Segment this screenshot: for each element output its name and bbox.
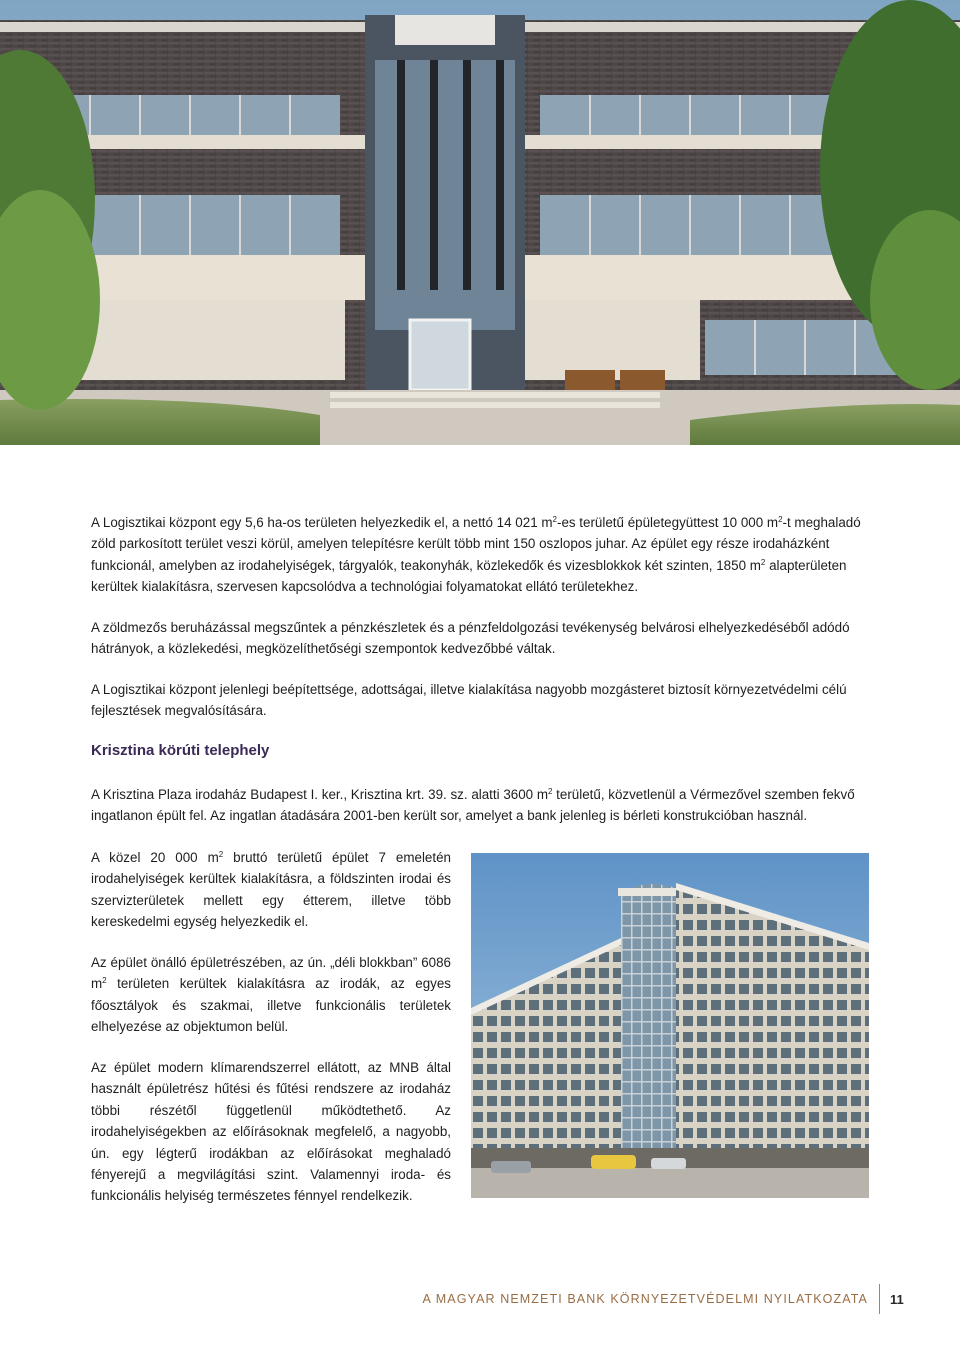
superscript: 2 xyxy=(218,850,224,859)
text-run: alapterületen kerültek kialakításra, szervesen kapcsolódva a technológiai folyamatokat ellátó területekhez. xyxy=(91,557,847,595)
text-run: A Krisztina Plaza irodaház Budapest I. ker., Krisztina krt. 39. sz. alatti 3600 m xyxy=(91,787,548,802)
footer-divider xyxy=(879,1284,880,1314)
superscript: 2 xyxy=(760,557,766,567)
superscript: 2 xyxy=(102,976,107,986)
greenfield-paragraph: A zöldmezős beruházással megszűntek a pénzkészletek és a pénzfeldolgozási tevékenység belvárosi elhelyezkedéséből adódó hátrányok, a közlekedési, megközelíthetőségi szempontok kedvezőbbé váltak. xyxy=(91,620,850,657)
section-heading: Krisztina körúti telephely xyxy=(91,742,270,759)
text-run: területen kerültek kialakításra az irodák, az egyes főosztályok és szakmai, illetve funkcionális területek elhelyezése az objektumon belül. xyxy=(91,976,451,1035)
krisztina-plaza-photo xyxy=(471,853,869,1198)
text-run: A közel 20 000 m xyxy=(91,850,219,865)
superscript: 2 xyxy=(552,515,557,524)
intro-paragraph xyxy=(91,512,871,598)
text-run: területű, közvetlenül a Vérmezővel szemben fekvő ingatlanon épült fel. Az ingatlan átadására 2001-ben került sor, amelyet a bank jelenleg is bérleti konstrukcióban használ. xyxy=(91,787,855,824)
superscript: 2 xyxy=(778,515,783,524)
south-block-paragraph xyxy=(91,952,451,1038)
building-floors-paragraph xyxy=(91,847,451,933)
superscript: 2 xyxy=(548,787,553,796)
publication-title: A MAGYAR NEMZETI BANK KÖRNYEZETVÉDELMI NYILATKOZATA xyxy=(422,1292,868,1306)
text-run: -t meghaladó zöld parkosított terület veszi körül, amelyen telepítésre került több mint 150 oszlopos juhar. Az épület egy része irodaházként funkcionál, amelyben az irodahelyiségek, tárgyalók, teakonyhák, közlekedők és vizesblokkok két szinten, 1850 m xyxy=(91,515,861,573)
page-number: 11 xyxy=(890,1292,904,1307)
text-run: A Logisztikai központ egy 5,6 ha-os területen helyezkedik el, a nettó 14 021 m xyxy=(91,515,553,530)
development-paragraph: A Logisztikai központ jelenlegi beépítettsége, adottságai, illetve kialakítása nagyobb mozgásteret biztosít környezetvédelmi célú fejlesztések megvalósítására. xyxy=(91,682,847,719)
krisztina-plaza-paragraph xyxy=(91,784,871,827)
text-run: -es területű épületegyüttest 10 000 m xyxy=(556,515,779,530)
logistics-center-photo xyxy=(0,0,960,445)
text-run: Az épület önálló épületrészében, az ún. „déli blokkban” 6086 m xyxy=(91,955,451,992)
climate-system-paragraph: Az épület modern klímarendszerrel ellátott, az MNB által használt épületrész hűtési és fűtési rendszere az irodaház többi részétől függetlenül működtethető. Az irodahelyiségekben az előírásoknak megfelelő, a nagyobb, ún. egy légterű irodákban az előírásokat meghaladó fényerejű a megvilágítási szint. Valamennyi iroda- és funkcionális helyiség természetes fénnyel rendelkezik. xyxy=(91,1060,451,1204)
text-run: bruttó területű épület 7 emeletén irodahelyiségek kerültek kialakításra, a földszinten irodai és szervizterületek mellett egy étterem, illetve több kereskedelmi egység helyezkedik el. xyxy=(91,850,451,930)
page-footer xyxy=(0,1284,960,1314)
